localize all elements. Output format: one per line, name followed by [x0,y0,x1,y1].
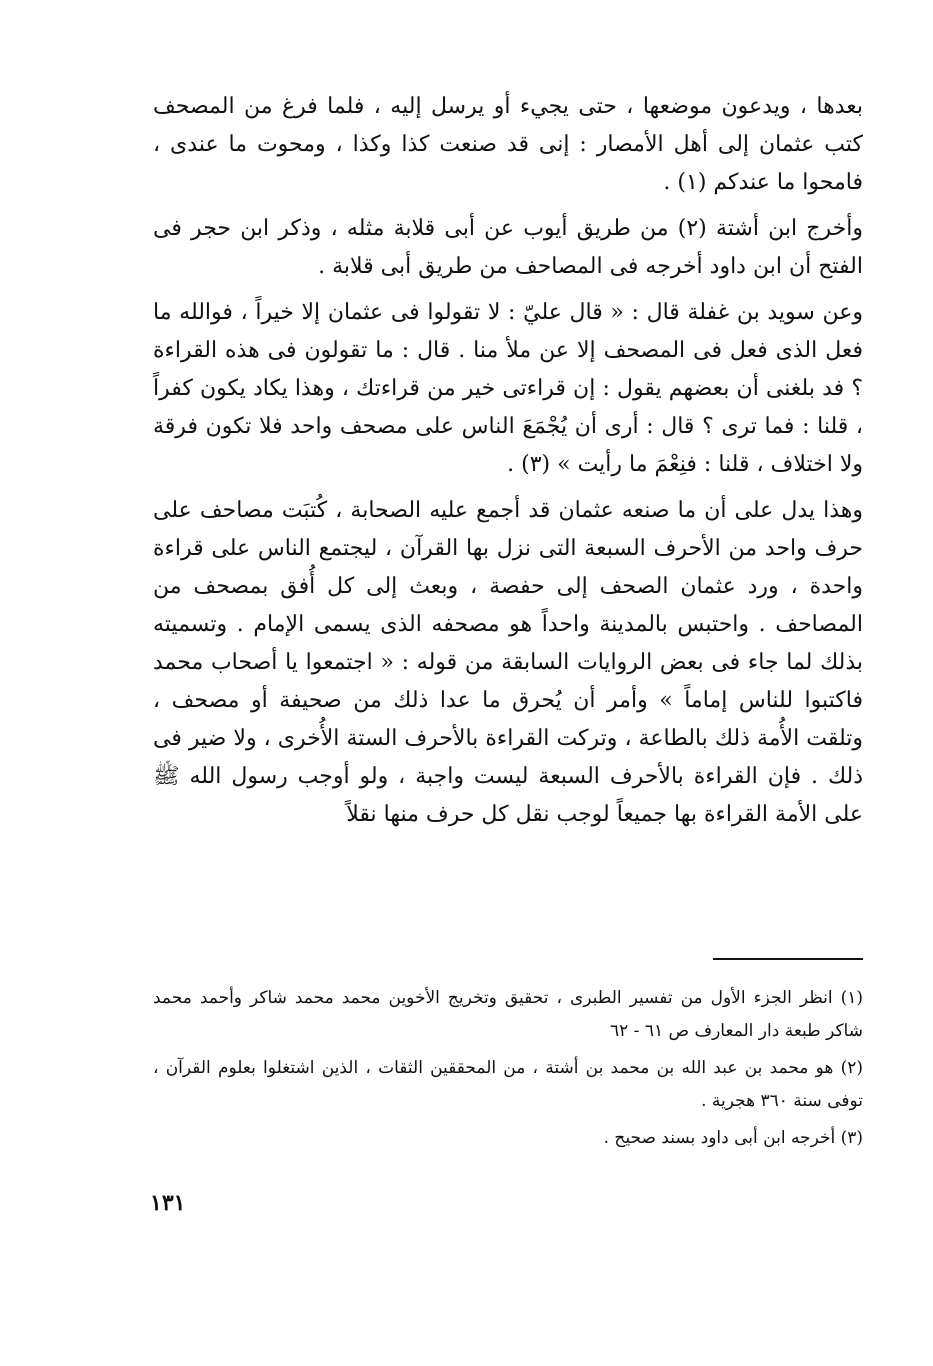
paragraph-1: بعدها ، ويدعون موضعها ، حتى يجيء أو يرسل إليه ، فلما فرغ من المصحف كتب عثمان إلى أهل الأمصار : إنى قد صنعت كذا وكذا ، ومحوت ما عندى ، فامحوا ما عندكم (١) . [153,94,863,195]
paragraph-2: وأخرج ابن أشتة (٢) من طريق أيوب عن أبى قلابة مثله ، وذكر ابن حجر فى الفتح أن ابن داود أخرجه فى المصاحف من طريق أبى قلابة . [153,216,863,279]
footnote-2: (٢) هو محمد بن عبد الله بن محمد بن أشتة ، من المحققين الثقات ، الذين اشتغلوا بعلوم القرآن ، توفى سنة ٣٦٠ هجرية . [153,1058,863,1111]
page-number: ١٣١ [150,1190,186,1216]
footnote-3: (٣) أخرجه ابن أبى داود بسند صحيح . [603,1128,863,1148]
paragraph-4: وهذا يدل على أن ما صنعه عثمان قد أجمع عليه الصحابة ، كُتبَت مصاحف على حرف واحد من الأحرف السبعة التى نزل بها القرآن ، ليجتمع الناس على قراءة واحدة ، ورد عثمان الصحف إلى حفصة ، وبعث إلى كل أُفق بمصحف من المصاحف . واحتبس بالمدينة واحداً هو مصحفه الذى يسمى الإمام . وتسميته بذلك لما جاء فى بعض الروايات السابقة من قوله : « اجتمعوا يا أصحاب محمد فاكتبوا للناس إماماً » وأمر أن يُحرق ما عدا ذلك من صحيفة أو مصحف ، وتلقت الأُمة ذلك بالطاعة ، وتركت القراءة بالأحرف الستة الأُخرى ، ولا ضير فى ذلك . فإن القراءة بالأحرف السبعة ليست واجبة ، ولو أوجب رسول الله ﷺ على الأمة القراءة بها جميعاً لوجب نقل كل حرف منها نقلاً [153,498,863,827]
footnotes [153,982,863,1159]
footnote-divider [713,958,863,960]
footnote-1: (١) انظر الجزء الأول من تفسير الطبرى ، تحقيق وتخريج الأخوين محمد محمد شاكر وأحمد محمد شاكر طبعة دار المعارف ص ٦١ - ٦٢ [153,988,863,1041]
main-text [153,88,863,834]
paragraph-3: وعن سويد بن غفلة قال : « قال عليّ : لا تقولوا فى عثمان إلا خيراً ، فوالله ما فعل الذى فعل فى المصحف إلا عن ملأ منا . قال : ما تقولون فى هذه القراءة ؟ فد بلغنى أن بعضهم يقول : إن قراءتى خير من قراءتك ، وهذا يكاد يكون كفراً ، قلنا : فما ترى ؟ قال : أرى أن يُجْمَعَ الناس على مصحف واحد فلا تكون فرقة ولا اختلاف ، قلنا : فنِعْمَ ما رأيت » (٣) . [153,300,863,477]
